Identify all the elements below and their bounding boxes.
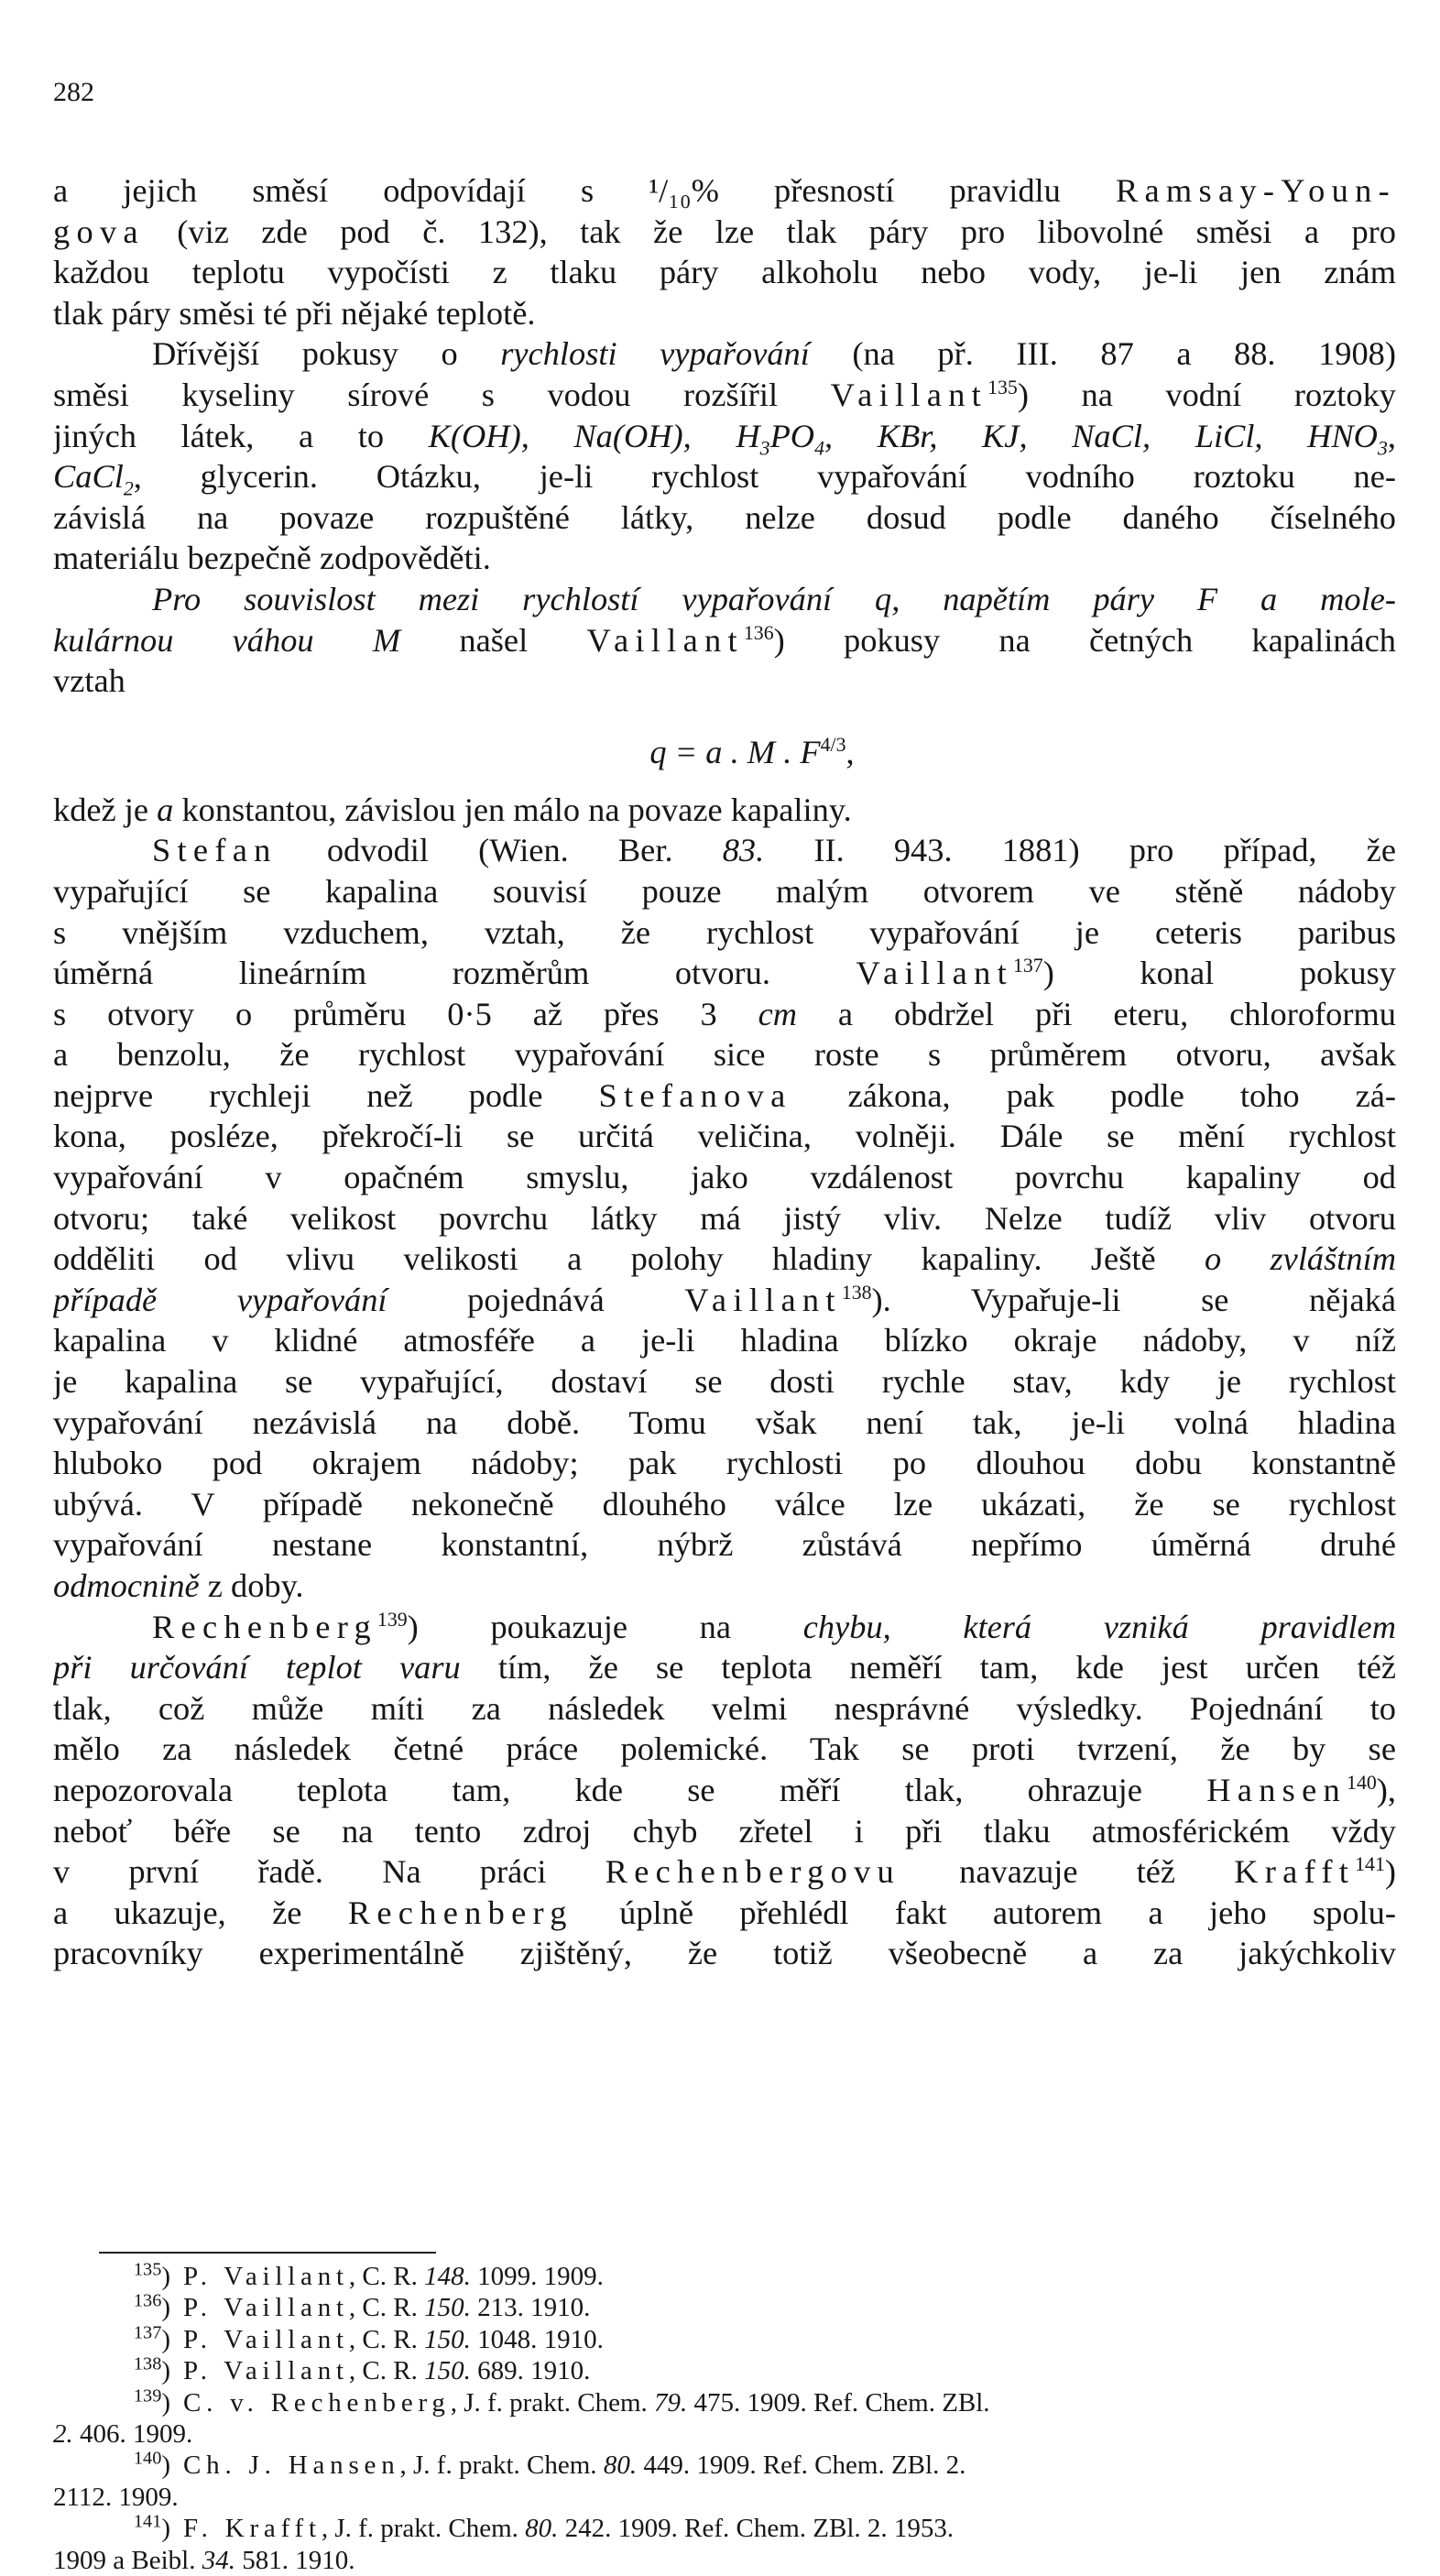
text-line: s otvory o průměru 0·5 až přes 3 cm a obdržel při eteru, chloroformu <box>53 995 1396 1032</box>
text-line: a ukazuje, že Rechenberg úplně přehlédl fakt autorem a jeho spolu- <box>53 1894 1396 1931</box>
footnote: $^{137}$) P. Vaillant, C. R. 150. 1048. 1910. <box>133 2322 604 2354</box>
text-line: při určování teplot varu tím, že se teplota neměří tam, kde jest určen též <box>53 1649 1396 1686</box>
text-line: tlak, což může míti za následek velmi nesprávné výsledky. Pojednání to <box>53 1689 1396 1727</box>
footnote-ref: 135 <box>987 376 1018 398</box>
text-line: kona, posléze, překročí-li se určitá veličina, volněji. Dále se mění rychlost <box>53 1118 1396 1155</box>
footnote-ref: 137 <box>1012 954 1043 977</box>
text-line: pracovníky experimentálně zjištěný, že totiž všeobecně a za jakýchkoliv <box>53 1935 1396 1972</box>
text-line: odmocnině z doby. <box>53 1567 304 1604</box>
author-name: Stefanova <box>598 1076 792 1114</box>
author-name: Vaillant <box>856 955 1013 992</box>
text-line: nepozorovala teplota tam, kde se měří tlak, ohrazuje Hansen$^{140}$), <box>53 1771 1396 1808</box>
text-line: Dřívější pokusy o rychlosti vypařování (na př. III. 87 a 88. 1908) <box>152 335 1396 373</box>
text-line: úměrná lineárním rozměrům otvoru. Vaillant$^{137}$) konal pokusy <box>53 954 1396 992</box>
text-line: hluboko pod okrajem nádoby; pak rychlosti po dlouhou dobu konstantně <box>53 1445 1396 1482</box>
footnote: $^{136}$) P. Vaillant, C. R. 150. 213. 1910. <box>133 2290 591 2323</box>
author-name: gova <box>53 213 145 250</box>
text-line: ubývá. V případě nekonečně dlouhého válce lze ukázati, že se rychlost <box>53 1485 1396 1523</box>
text-line: a benzolu, že rychlost vypařování sice roste s průměrem otvoru, avšak <box>53 1036 1396 1074</box>
formula: q = a . M . $F^{4/3}$, <box>649 733 855 770</box>
footnote: $^{140}$) Ch. J. Hansen, J. f. prakt. Chem. 80. 449. 1909. Ref. Chem. ZBl. 2. <box>133 2448 966 2481</box>
text-line: vypařování nezávislá na době. Tomu však není tak, je-li volná hladina <box>53 1403 1396 1441</box>
author-name: Hansen <box>1206 1771 1347 1808</box>
footnote-continuation: 2. 406. 1909. <box>53 2418 193 2449</box>
footnote-divider <box>99 2252 436 2254</box>
author-name: Vaillant <box>830 376 988 413</box>
text-line: směsi kyseliny sírové s vodou rozšířil Vaillant$^{135}$) na vodní roztoky <box>53 376 1396 413</box>
text-line: kdež je a konstantou, závislou jen málo na povaze kapaliny. <box>53 791 852 828</box>
footnote-ref: 140 <box>1347 1771 1377 1794</box>
text-line: vypařování v opačném smyslu, jako vzdálenost povrchu kapaliny od <box>53 1159 1396 1196</box>
footnote: $^{141}$) F. Krafft, J. f. prakt. Chem. 80. 242. 1909. Ref. Chem. ZBl. 2. 1953. <box>133 2511 955 2544</box>
author-name: Ramsay-Youn- <box>1115 172 1396 209</box>
footnote: $^{138}$) P. Vaillant, C. R. 150. 689. 1910. <box>133 2353 591 2386</box>
author-name: Rechenbergovu <box>605 1853 901 1891</box>
page-number: 282 <box>53 77 94 107</box>
footnote-ref: 141 <box>1355 1853 1385 1876</box>
text-line: s vnějším vzduchem, vztah, že rychlost vypařování je ceteris paribus <box>53 913 1396 951</box>
text-line: gova (viz zde pod č. 132), tak že lze tlak páry pro libovolné směsi a pro <box>53 213 1396 250</box>
text-line: kulárnou váhou M našel Vaillant$^{136}$) pokusy na četných kapalinách <box>53 621 1396 659</box>
formula-exponent: 4/3 <box>820 733 846 756</box>
footnote-ref: 139 <box>376 1608 408 1631</box>
text-line: v první řadě. Na práci Rechenbergovu navazuje též Krafft$^{141}$) <box>53 1853 1396 1891</box>
text-line: CaCl$_2$, glycerin. Otázku, je-li rychlost vypařování vodního roztoku ne- <box>53 458 1396 497</box>
author-name: Vaillant <box>684 1281 842 1318</box>
author-name: Vaillant <box>586 621 744 659</box>
footnote-continuation: 1909 a Beibl. 34. 581. 1910. <box>53 2545 355 2575</box>
text-line: vypařování nestane konstantní, nýbrž zůstává nepřímo úměrná druhé <box>53 1526 1396 1564</box>
author-name: Stefan <box>152 832 278 869</box>
text-line: neboť béře se na tento zdroj chyb zřetel i při tlaku atmosférickém vždy <box>53 1812 1396 1850</box>
author-name: Rechenberg <box>347 1894 573 1931</box>
text-line: vypařující se kapalina souvisí pouze malým otvorem ve stěně nádoby <box>53 872 1396 910</box>
text-line: případě vypařování pojednává Vaillant$^{138}$). Vypařuje-li se nějaká <box>53 1281 1396 1318</box>
footnote-ref: 136 <box>743 621 774 644</box>
text-line: a jejich směsí odpovídají s ¹/₁₀% přesností pravidlu Ramsay-Youn- <box>53 172 1396 209</box>
text-line: odděliti od vlivu velikosti a polohy hladiny kapaliny. Ještě o zvláštním <box>53 1240 1396 1278</box>
text-line: vztah <box>53 662 125 700</box>
author-name: Rechenberg <box>152 1608 377 1645</box>
text-line: kapalina v klidné atmosféře a je-li hladina blízko okraje nádoby, v níž <box>53 1322 1396 1359</box>
body-text <box>53 170 1396 1974</box>
text-line: je kapalina se vypařující, dostaví se dosti rychle stav, kdy je rychlost <box>53 1363 1396 1401</box>
text-line: Pro souvislost mezi rychlostí vypařování q, napětím páry F a mole- <box>152 580 1396 617</box>
text-line: mělo za následek četné práce polemické. Tak se proti tvrzení, že by se <box>53 1730 1396 1768</box>
text-line: tlak páry směsi té při nějaké teplotě. <box>53 294 536 332</box>
text-line: každou teplotu vypočísti z tlaku páry alkoholu nebo vody, je-li jen znám <box>53 254 1396 291</box>
footnote: $^{139}$) C. v. Rechenberg, J. f. prakt. Chem. 79. 475. 1909. Ref. Chem. ZBl. <box>133 2385 990 2418</box>
footnotes <box>53 2261 1396 2576</box>
text-line: nejprve rychleji než podle Stefanova zákona, pak podle toho zá- <box>53 1076 1396 1114</box>
footnote-continuation: 2112. 1909. <box>53 2482 179 2512</box>
text-line: závislá na povaze rozpuštěné látky, nelze dosud podle daného číselného <box>53 498 1396 536</box>
footnote: $^{135}$) P. Vaillant, C. R. 148. 1099. 1909. <box>133 2259 604 2291</box>
text-line: otvoru; také velikost povrchu látky má jistý vliv. Nelze tudíž vliv otvoru <box>53 1199 1396 1237</box>
text-line: Rechenberg$^{139}$) poukazuje na chybu, která vzniká pravidlem <box>152 1608 1396 1645</box>
footnote-ref: 138 <box>841 1281 872 1304</box>
text-line: jiných látek, a to K(OH), Na(OH), $H_3PO_4$, KBr, KJ, NaCl, LiCl, $HNO_3$, <box>53 417 1396 457</box>
text-line: materiálu bezpečně zodpověděti. <box>53 540 491 577</box>
text-line: Stefan odvodil (Wien. Ber. 83. II. 943. 1881) pro případ, že <box>152 832 1396 869</box>
author-name: Krafft <box>1234 1853 1356 1891</box>
